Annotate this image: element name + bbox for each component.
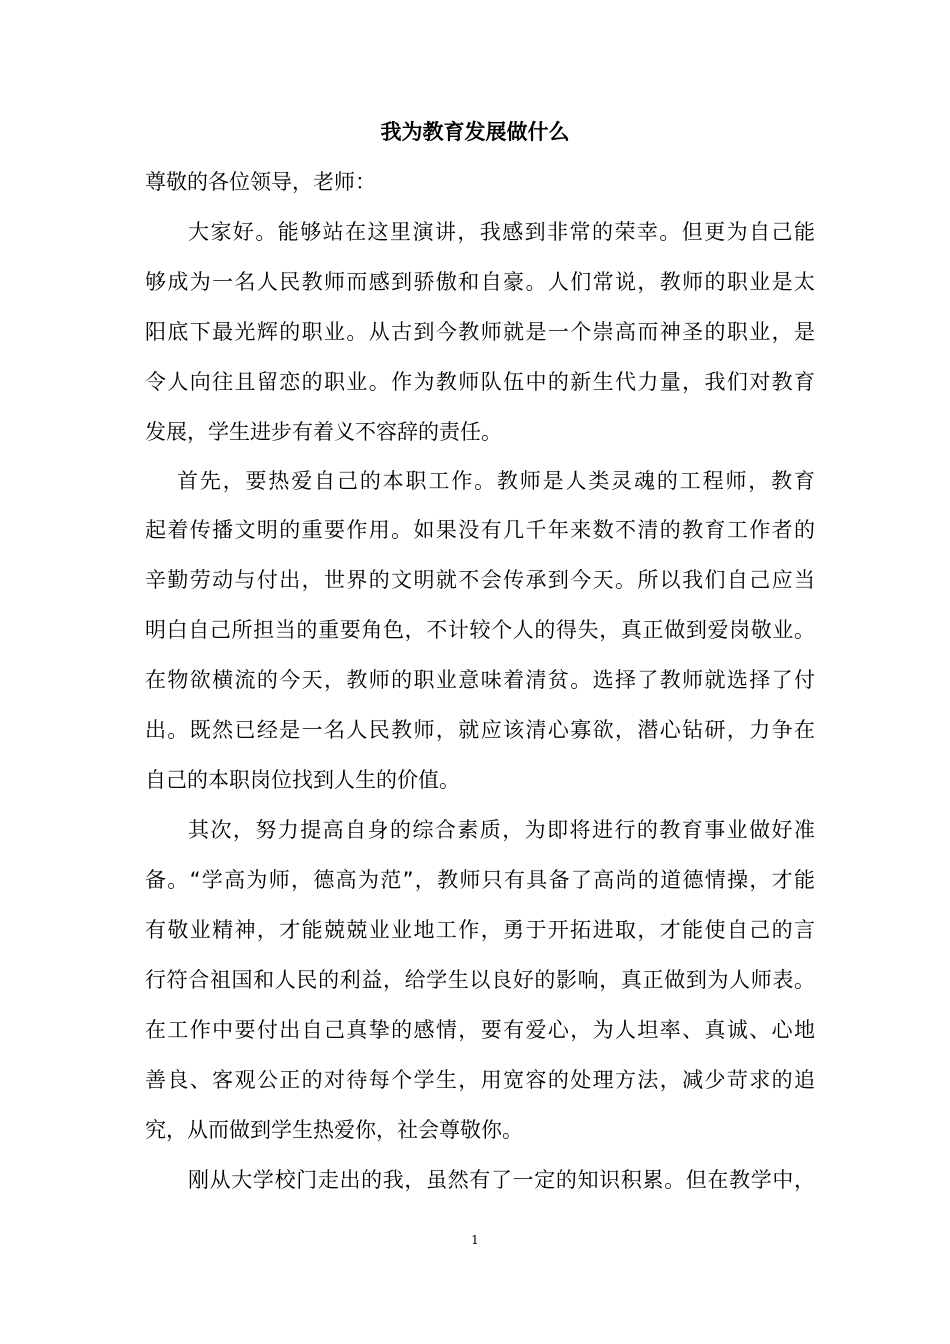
paragraph-line: 善良、客观公正的对待每个学生，用宽容的处理方法，减少苛求的追 — [145, 1068, 815, 1092]
paragraph-line: 刚从大学校门走出的我，虽然有了一定的知识积累。但在教学中， — [188, 1168, 815, 1192]
paragraph-line: 辛勤劳动与付出，世界的文明就不会传承到今天。所以我们自己应当 — [145, 568, 815, 592]
document-title: 我为教育发展做什么 — [380, 120, 570, 144]
page-number: 1 — [471, 1233, 479, 1247]
paragraph-line: 令人向往且留恋的职业。作为教师队伍中的新生代力量，我们对教育 — [145, 370, 815, 394]
paragraph-line: 自己的本职岗位找到人生的价值。 — [145, 768, 460, 792]
paragraph-line: 够成为一名人民教师而感到骄傲和自豪。人们常说，教师的职业是太 — [145, 270, 815, 294]
paragraph-line: 发展，学生进步有着义不容辞的责任。 — [145, 420, 502, 444]
paragraph-line: 行符合祖国和人民的利益，给学生以良好的影响，真正做到为人师表。 — [145, 968, 815, 992]
salutation: 尊敬的各位领导，老师： — [145, 170, 376, 194]
paragraph-line: 大家好。能够站在这里演讲，我感到非常的荣幸。但更为自己能 — [188, 220, 815, 244]
paragraph-line: 阳底下最光辉的职业。从古到今教师就是一个崇高而神圣的职业，是 — [145, 320, 815, 344]
paragraph-line: 起着传播文明的重要作用。如果没有几千年来数不清的教育工作者的 — [145, 518, 815, 542]
paragraph-line: 究，从而做到学生热爱你，社会尊敬你。 — [145, 1118, 523, 1142]
paragraph-line: 在物欲横流的今天，教师的职业意味着清贫。选择了教师就选择了付 — [145, 668, 815, 692]
paragraph-line: 有敬业精神，才能兢兢业业地工作，勇于开拓进取，才能使自己的言 — [145, 918, 815, 942]
paragraph-line: 备。“学高为师，德高为范”，教师只有具备了高尚的道德情操，才能 — [145, 868, 815, 892]
paragraph-line: 首先，要热爱自己的本职工作。教师是人类灵魂的工程师，教育 — [177, 469, 815, 493]
paragraph-line: 明白自己所担当的重要角色，不计较个人的得失，真正做到爱岗敬业。 — [145, 618, 815, 642]
paragraph-line: 在工作中要付出自己真挚的感情，要有爱心，为人坦率、真诚、心地 — [145, 1018, 815, 1042]
paragraph-line: 出。既然已经是一名人民教师，就应该清心寡欲，潜心钻研，力争在 — [145, 718, 815, 742]
paragraph-line: 其次，努力提高自身的综合素质，为即将进行的教育事业做好准 — [188, 818, 815, 842]
